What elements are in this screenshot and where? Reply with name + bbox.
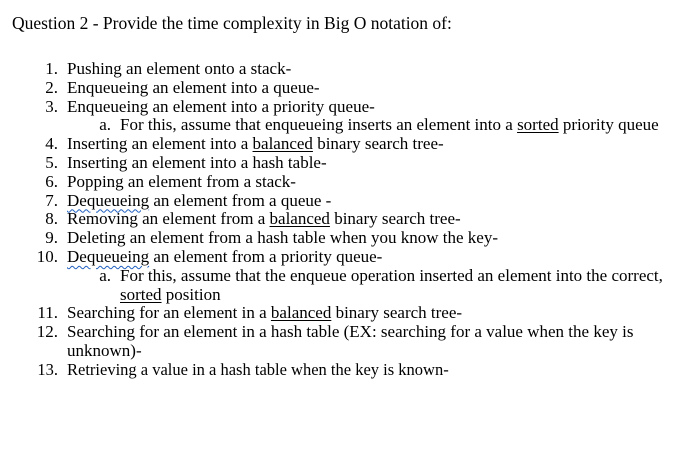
item-number: 2. (45, 77, 58, 97)
question-heading: Question 2 - Provide the time complexity in Big O notation of: (12, 13, 452, 33)
list-item-6 (0, 173, 691, 192)
list-item-12 (0, 323, 691, 361)
item-number: 11. (37, 303, 58, 323)
underlined-word: sorted (517, 115, 559, 135)
item-text: Inserting an element into a hash table- (67, 152, 327, 172)
subitem-letter: a. (99, 115, 111, 135)
underlined-word: balanced (252, 134, 313, 154)
item-text-pre: Removing an element from a (67, 209, 270, 229)
item-text: Enqueueing an element into a queue- (67, 77, 320, 97)
spellcheck-word: Dequeueing (67, 190, 150, 210)
item-number: 9. (45, 228, 58, 248)
item-text-post: position (161, 284, 221, 304)
item-text: Retrieving a value in a hash table when the key is known- (67, 359, 449, 379)
underlined-word: balanced (270, 303, 332, 323)
item-text: Deleting an element from a hash table when you know the key- (67, 228, 499, 248)
list-item-13 (0, 361, 691, 380)
list-subitem-10a (0, 267, 691, 305)
item-number: 13. (37, 359, 58, 379)
item-text-post: an element from a queue - (149, 190, 332, 210)
list-item-11 (0, 304, 691, 323)
item-text-line1: Searching for an element in a hash table (EX: searching for a value when the key is (67, 322, 634, 342)
item-text-pre: Searching for an element in a (67, 303, 271, 323)
item-text: Popping an element from a stack- (67, 171, 296, 191)
list-item-4 (0, 135, 691, 154)
item-number: 1. (45, 59, 58, 78)
subitem-letter: a. (99, 265, 111, 285)
list-subitem-3a (0, 116, 691, 135)
spellcheck-word: Dequeueing (67, 246, 150, 266)
underlined-word: balanced (269, 209, 330, 229)
item-number: 3. (45, 96, 58, 116)
item-number: 5. (45, 152, 58, 172)
item-text-post: an element from a priority queue- (149, 246, 383, 266)
item-text: Enqueueing an element into a priority queue- (67, 96, 375, 116)
item-number: 4. (45, 134, 58, 154)
list-item-7 (0, 192, 691, 211)
item-text-line2: unknown)- (67, 340, 142, 360)
item-text-pre: For this, assume that enqueueing inserts an element into a (120, 115, 518, 135)
list-item-8 (0, 210, 691, 229)
item-text-line1: For this, assume that the enqueue operation inserted an element into the correct, (120, 265, 663, 285)
item-number: 12. (36, 322, 58, 342)
question-list (0, 60, 691, 380)
list-item-2 (0, 79, 691, 98)
item-number: 8. (45, 209, 58, 229)
list-item-10 (0, 248, 691, 267)
list-item-9 (0, 229, 691, 248)
list-item-5 (0, 154, 691, 173)
item-text-post: priority queue (558, 115, 659, 135)
underlined-word: sorted (120, 284, 162, 304)
item-number: 7. (45, 190, 58, 210)
item-number: 10. (36, 246, 58, 266)
item-text: Pushing an element onto a stack- (67, 59, 292, 78)
item-text-pre: Inserting an element into a (67, 134, 253, 154)
item-text-post: binary search tree- (329, 209, 461, 229)
item-text-post: binary search tree- (331, 303, 463, 323)
item-number: 6. (45, 171, 58, 191)
list-item-1 (0, 60, 691, 79)
list-item-3 (0, 98, 691, 117)
item-text-post: binary search tree- (312, 134, 444, 154)
